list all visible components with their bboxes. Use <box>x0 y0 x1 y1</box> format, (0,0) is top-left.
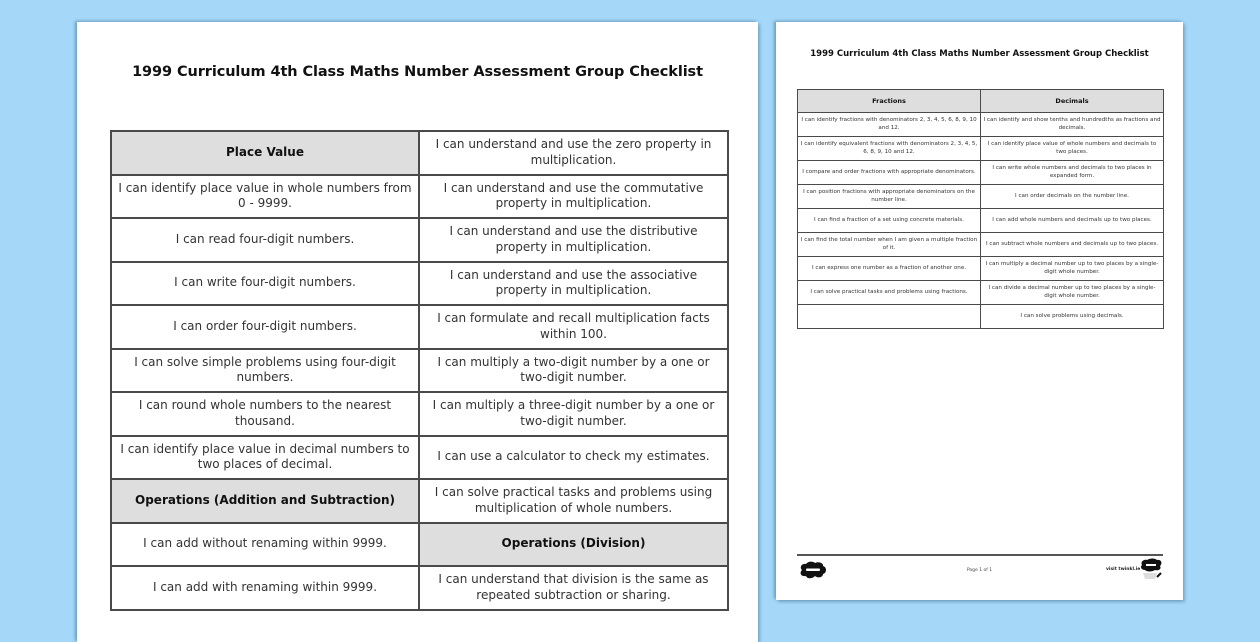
checklist-cell: I can understand and use the distributive property in multiplication. <box>419 218 728 262</box>
checklist-cell: I can express one number as a fraction of another one. <box>798 257 981 281</box>
table-row <box>111 131 728 175</box>
checklist-cell <box>798 305 981 329</box>
table-row <box>111 349 728 393</box>
page-number: Page 1 of 1 <box>966 568 993 573</box>
checklist-cell: I can solve problems using decimals. <box>981 305 1164 329</box>
checklist-cell: I can position fractions with appropriate denominators on the number line. <box>798 185 981 209</box>
checklist-cell: I can understand and use the associative property in multiplication. <box>419 262 728 306</box>
checklist-cell: I can identify and show tenths and hundredths as fractions and decimals. <box>981 113 1164 137</box>
checklist-page-left <box>77 22 758 642</box>
table-row <box>798 257 1164 281</box>
footer-divider <box>797 554 1163 556</box>
table-row <box>111 392 728 436</box>
checklist-cell: I can formulate and recall multiplication facts within 100. <box>419 305 728 349</box>
checklist-cell: I can identify place value in whole numbers from 0 - 9999. <box>111 175 419 219</box>
table-row <box>111 305 728 349</box>
column-header-fractions: Fractions <box>798 90 981 113</box>
table-row <box>111 262 728 306</box>
checklist-cell: I can multiply a two-digit number by a one or two-digit number. <box>419 349 728 393</box>
table-row <box>111 175 728 219</box>
checklist-cell: I can understand and use the commutative property in multiplication. <box>419 175 728 219</box>
checklist-cell: I can understand that division is the same as repeated subtraction or sharing. <box>419 566 728 610</box>
checklist-cell: I can read four-digit numbers. <box>111 218 419 262</box>
checklist-cell: I can divide a decimal number up to two places by a single-digit whole number. <box>981 281 1164 305</box>
table-row <box>798 113 1164 137</box>
checklist-cell: I can add without renaming within 9999. <box>111 523 419 567</box>
table-row <box>111 218 728 262</box>
table-row <box>798 137 1164 161</box>
checklist-cell: I can identify equivalent fractions with denominators 2, 3, 4, 5, 6, 8, 9, 10 and 12. <box>798 137 981 161</box>
checklist-cell: I can identify fractions with denominators 2, 3, 4, 5, 6, 8, 9, 10 and 12. <box>798 113 981 137</box>
page-title-preview: 1999 Curriculum 4th Class Maths Number Assessment Group Checklist <box>810 49 1149 59</box>
table-row <box>111 523 728 567</box>
checklist-cell: I can solve practical tasks and problems using multiplication of whole numbers. <box>419 479 728 523</box>
checklist-cell: I can solve simple problems using four-digit numbers. <box>111 349 419 393</box>
table-row <box>798 305 1164 329</box>
checklist-cell: I can round whole numbers to the nearest thousand. <box>111 392 419 436</box>
checklist-table-right <box>797 89 1164 329</box>
page-title: 1999 Curriculum 4th Class Maths Number Assessment Group Checklist <box>132 64 703 80</box>
footer-website: visit twinkl.ie <box>1106 567 1141 572</box>
checklist-cell: I can identify place value of whole numbers and decimals to two places. <box>981 137 1164 161</box>
section-header: Operations (Division) <box>419 523 728 567</box>
checklist-cell: I can find a fraction of a set using concrete materials. <box>798 209 981 233</box>
checklist-cell: I can subtract whole numbers and decimals up to two places. <box>981 233 1164 257</box>
checklist-cell: I can find the total number when I am given a multiple fraction of it. <box>798 233 981 257</box>
checklist-cell: I can add whole numbers and decimals up to two places. <box>981 209 1164 233</box>
checklist-cell: I can order decimals on the number line. <box>981 185 1164 209</box>
checklist-cell: I compare and order fractions with appropriate denominators. <box>798 161 981 185</box>
table-row <box>111 566 728 610</box>
checklist-cell: I can order four-digit numbers. <box>111 305 419 349</box>
checklist-cell: I can use a calculator to check my estimates. <box>419 436 728 480</box>
checklist-cell: I can write whole numbers and decimals to two places in expanded form. <box>981 161 1164 185</box>
table-row <box>798 233 1164 257</box>
column-header-decimals: Decimals <box>981 90 1164 113</box>
table-row <box>798 209 1164 233</box>
checklist-cell: I can write four-digit numbers. <box>111 262 419 306</box>
table-row <box>798 161 1164 185</box>
checklist-cell: I can understand and use the zero property in multiplication. <box>419 131 728 175</box>
table-row <box>111 436 728 480</box>
checklist-cell: I can multiply a three-digit number by a one or two-digit number. <box>419 392 728 436</box>
table-row <box>111 479 728 523</box>
section-header: Place Value <box>111 131 419 175</box>
checklist-page-right <box>776 22 1183 600</box>
checklist-cell: I can identify place value in decimal numbers to two places of decimal. <box>111 436 419 480</box>
table-row <box>798 185 1164 209</box>
table-row <box>798 281 1164 305</box>
checklist-table-left <box>110 130 729 611</box>
checklist-cell: I can add with renaming within 9999. <box>111 566 419 610</box>
section-header: Operations (Addition and Subtraction) <box>111 479 419 523</box>
checklist-cell: I can multiply a decimal number up to two places by a single-digit whole number. <box>981 257 1164 281</box>
twinkl-badge-icon <box>1139 557 1163 581</box>
checklist-cell: I can solve practical tasks and problems using fractions. <box>798 281 981 305</box>
